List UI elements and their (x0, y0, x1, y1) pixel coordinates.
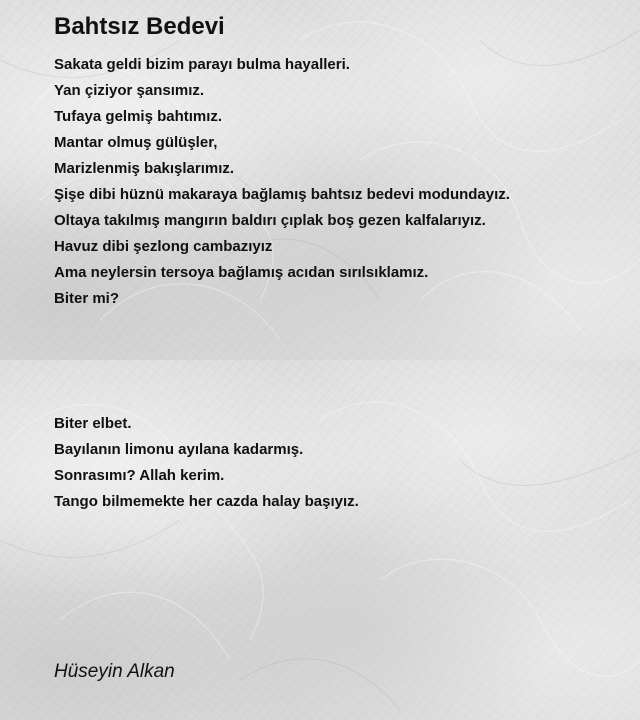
poem-line: Ama neylersin tersoya bağlamış acıdan sırılsıklamız. (54, 264, 429, 281)
poem-line: Sakata geldi bizim parayı bulma hayalleri. (54, 56, 350, 73)
poem-line: Mantar olmuş gülüşler, (54, 134, 218, 151)
poem-line: Yan çiziyor şansımız. (54, 82, 205, 99)
poem-title: Bahtsız Bedevi (54, 13, 225, 40)
poem-line: Oltaya takılmış mangırın baldırı çıplak boş gezen kalfalarıyız. (54, 212, 486, 229)
stanza-second (54, 411, 359, 515)
poem-line: Tufaya gelmiş bahtımız. (54, 108, 223, 125)
poem-author: Hüseyin Alkan (54, 661, 175, 682)
poem-line: Sonrasımı? Allah kerim. (54, 467, 225, 484)
poem-line: Biter mi? (54, 290, 120, 307)
poem-line: Marizlenmiş bakışlarımız. (54, 160, 235, 177)
poem-line: Şişe dibi hüznü makaraya bağlamış bahtsız bedevi modundayız. (54, 186, 510, 203)
stanza-first (54, 52, 510, 312)
poem-line: Bayılanın limonu ayılana kadarmış. (54, 441, 304, 458)
poem-line: Tango bilmemekte her cazda halay başıyız. (54, 493, 359, 510)
poem-line: Havuz dibi şezlong cambazıyız (54, 238, 273, 255)
poem-line: Biter elbet. (54, 415, 132, 432)
